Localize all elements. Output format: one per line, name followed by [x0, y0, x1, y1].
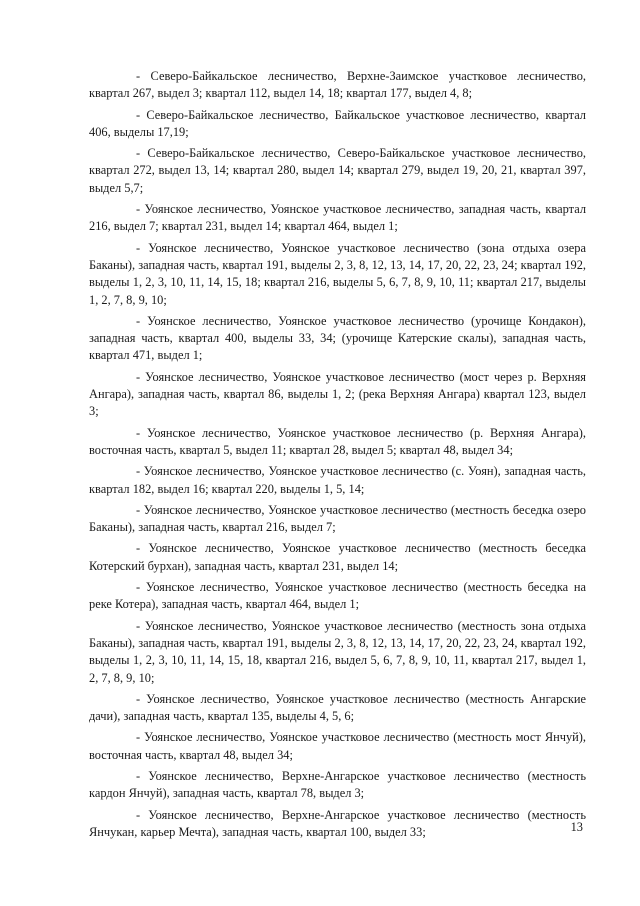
paragraph-4: - Уоянское лесничество, Уоянское участковое лесничество, западная часть, квартал 216, выдел 7; квартал 231, выдел 14; квартал 464, выдел 1; [89, 202, 586, 234]
paragraph-6: - Уоянское лесничество, Уоянское участковое лесничество (урочище Кондакон), западная часть, квартал 400, выделы 33, 34; (урочище Катерские скалы), западная часть, квартал 471, выдел 1; [89, 313, 586, 363]
paragraph-1: - Северо-Байкальское лесничество, Верхне-Заимское участковое лесничество, квартал 267, выдел 3; квартал 112, выдел 14, 18; квартал 177, выдел 4, 8; [89, 69, 586, 101]
paragraph-2: - Северо-Байкальское лесничество, Байкальское участковое лесничество, квартал 406, выделы 17,19; [89, 107, 586, 139]
paragraph-7: - Уоянское лесничество, Уоянское участковое лесничество (мост через р. Верхняя Ангара), западная часть, квартал 86, выделы 1, 2; (река Верхняя Ангара) квартал 123, выдел 3; [89, 369, 586, 419]
paragraph-5: - Уоянское лесничество, Уоянское участковое лесничество (зона отдыха озера Баканы), западная часть, квартал 191, выделы 2, 3, 8, 12, 13, 14, 17, 20, 22, 23, 24; квартал 192, выделы 1, 2, 3, 10, 11, 14, 15, 18; квартал 216, выделы 5, 6, 7, 8, 9, 10, 11; квартал 217, выделы 1, 2, 7, 8, 9, 10; [89, 240, 586, 307]
paragraph-16: - Уоянское лесничество, Верхне-Ангарское участковое лесничество (местность кардон Янчуй), западная часть, квартал 78, выдел 3; [89, 768, 586, 801]
document-body [89, 68, 586, 845]
page-number: 13 [570, 820, 583, 834]
paragraph-11: - Уоянское лесничество, Уоянское участковое лесничество (местность беседка Котерский бурхан), западная часть, квартал 231, выдел 14; [89, 541, 586, 573]
paragraph-8: - Уоянское лесничество, Уоянское участковое лесничество (р. Верхняя Ангара), восточная часть, квартал 5, выдел 11; квартал 28, выдел 5; квартал 48, выдел 34; [89, 425, 586, 457]
paragraph-9: - Уоянское лесничество, Уоянское участковое лесничество (с. Уоян), западная часть, квартал 182, выдел 16; квартал 220, выделы 1, 5, 14; [89, 464, 586, 496]
paragraph-14: - Уоянское лесничество, Уоянское участковое лесничество (местность Ангарские дачи), западная часть, квартал 135, выделы 4, 5, 6; [89, 691, 586, 724]
paragraph-17: - Уоянское лесничество, Верхне-Ангарское участковое лесничество (местность Янчукан, карьер Мечта), западная часть, квартал 100, выдел 33; [89, 807, 586, 839]
paragraph-3: - Северо-Байкальское лесничество, Северо-Байкальское участковое лесничество, квартал 272, выдел 13, 14; квартал 280, выдел 14; квартал 279, выдел 19, 20, 21, квартал 397, выдел 5,7; [89, 146, 586, 195]
paragraph-13: - Уоянское лесничество, Уоянское участковое лесничество (местность зона отдыха Баканы), западная часть, квартал 191, выделы 2, 3, 8, 12, 13, 14, 17, 20, 22, 23, 24, квартал 192, выделы 1, 2, 3, 10, 11, 14, 15, 18, квартал 216, выдел 5, 6, 7, 8, 9, 10, 11, квартал 217, выдел 1, 2, 7, 8, 9, 10; [89, 618, 586, 685]
paragraph-15: - Уоянское лесничество, Уоянское участковое лесничество (местность мост Янчуй), восточная часть, квартал 48, выдел 34; [89, 730, 586, 762]
paragraph-12: - Уоянское лесничество, Уоянское участковое лесничество (местность беседка на реке Котера), западная часть, квартал 464, выдел 1; [89, 580, 586, 612]
paragraph-10: - Уоянское лесничество, Уоянское участковое лесничество (местность беседка озеро Баканы), западная часть, квартал 216, выдел 7; [89, 502, 586, 535]
